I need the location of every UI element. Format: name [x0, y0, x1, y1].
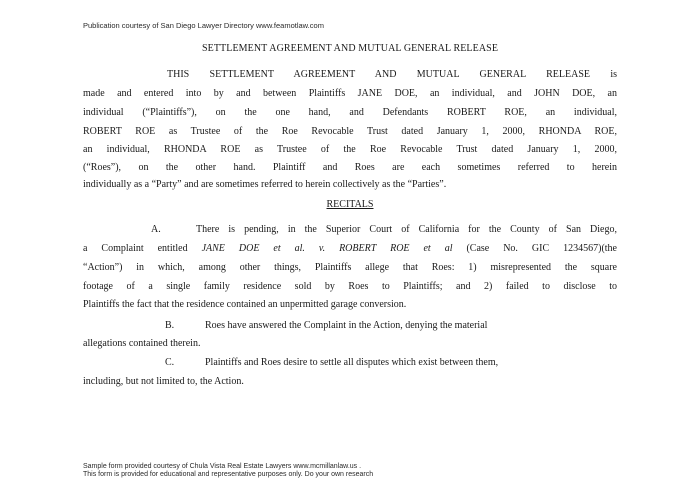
intro-line-4: ROBERT ROE as Trustee of the Roe Revocable Trust dated January 1, 2000, RHONDA ROE, — [83, 126, 617, 137]
recital-c-line-1: Plaintiffs and Roes desire to settle all disputes which exist between them, — [205, 357, 499, 368]
recital-a-line-5: Plaintiffs the fact that the residence contained an unpermitted garage conversion. — [83, 299, 407, 310]
recital-b-line-1: Roes have answered the Complaint in the Action, denying the material — [205, 320, 488, 331]
footer-line-2: This form is provided for educational and representative purposes only. Do your own research — [83, 471, 374, 478]
intro-line-2: made and entered into by and between Plaintiffs JANE DOE, an individual, and JOHN DOE, an — [83, 88, 617, 99]
intro-line-6: (“Roes”), on the other hand. Plaintiff and Roes are each sometimes referred to herein — [83, 162, 617, 173]
recital-a-line-1: There is pending, in the Superior Court of California for the County of San Diego, — [196, 224, 617, 235]
intro-line-3: individual (“Plaintiffs”), on the one hand, and Defendants ROBERT ROE, an individual, — [83, 107, 617, 118]
intro-line-1: THIS SETTLEMENT AGREEMENT AND MUTUAL GENERAL RELEASE is — [167, 69, 617, 80]
case-caption: JANE DOE et al. v. ROBERT ROE et al — [201, 243, 453, 254]
recital-c-line-2: including, but not limited to, the Action. — [83, 376, 244, 387]
recitals-heading: RECITALS — [326, 199, 374, 210]
recital-c-marker: C. — [165, 357, 175, 368]
footer-line-1: Sample form provided courtesy of Chula Vista Real Estate Lawyers www.mcmillanlaw.us . — [83, 463, 362, 470]
intro-line-5: an individual, RHONDA ROE as Trustee of the Roe Revocable Trust dated January 1, 2000, — [83, 144, 617, 155]
recital-a-line-4: footage of a single family residence sold by Roes to Plaintiffs; and 2) failed to disclose to — [83, 281, 617, 292]
document-title: SETTLEMENT AGREEMENT AND MUTUAL GENERAL RELEASE — [201, 43, 499, 54]
recital-b-line-2: allegations contained therein. — [83, 338, 201, 349]
recital-a-line-2-suffix: (Case No. GIC 1234567)(the — [452, 243, 617, 254]
recital-a-line-3: “Action”) in which, among other things, Plaintiffs allege that Roes: 1) misrepresented the square — [83, 262, 617, 273]
recital-b-marker: B. — [165, 320, 175, 331]
header-courtesy-note: Publication courtesy of San Diego Lawyer Directory www.feamotlaw.com — [83, 21, 324, 30]
intro-line-7: individually as a “Party” and are sometimes referred to herein collectively as the “Parties”. — [83, 179, 447, 190]
recital-a-line-2-prefix: a Complaint entitled — [83, 243, 202, 254]
recital-a-marker: A. — [151, 224, 161, 235]
recital-a-line-2 — [83, 243, 617, 255]
